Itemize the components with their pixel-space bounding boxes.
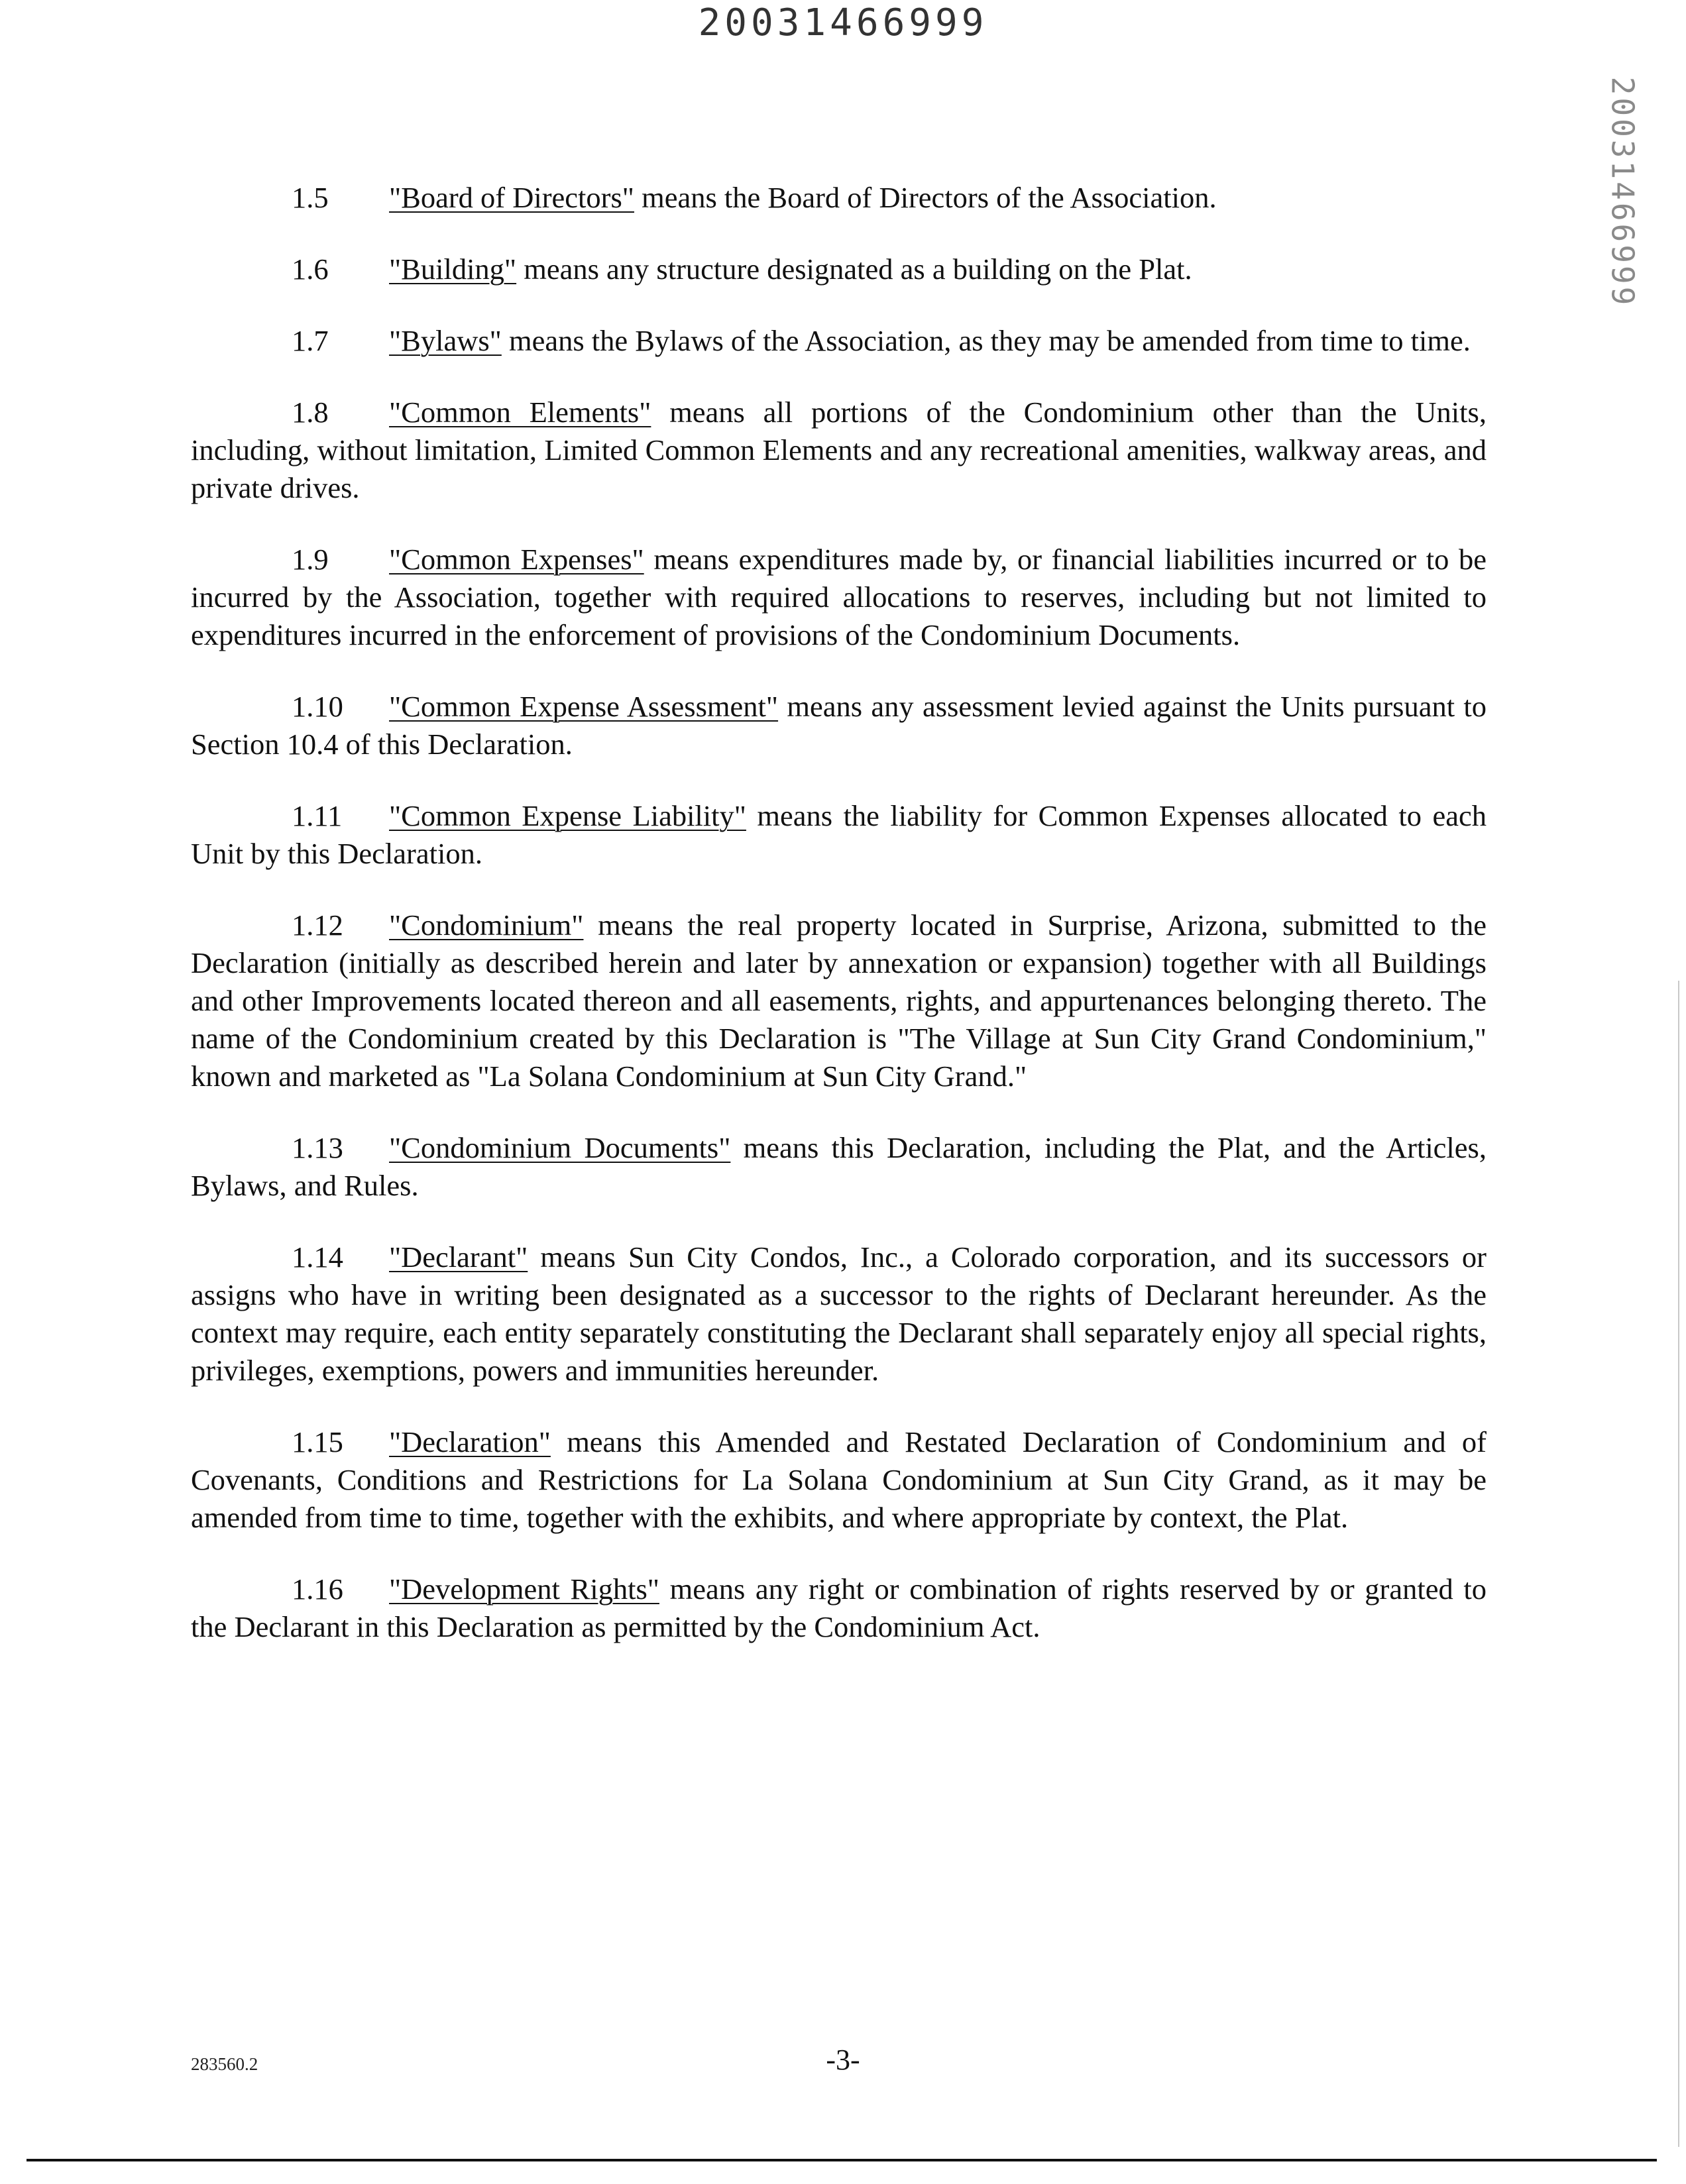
definition-paragraph (191, 906, 1487, 1095)
defined-term: "Condominium Documents" (389, 1131, 731, 1164)
recording-number: 20031466999 (698, 1, 988, 44)
scan-edge-line (1678, 981, 1679, 2147)
section-number: 1.16 (292, 1572, 343, 1606)
section-number: 1.15 (292, 1425, 343, 1458)
defined-term: "Condominium" (389, 908, 584, 942)
definition-paragraph (191, 1423, 1487, 1537)
definition-paragraph (191, 322, 1487, 360)
section-number: 1.8 (292, 396, 329, 429)
definition-paragraph (191, 179, 1487, 217)
bottom-border-line (27, 2159, 1657, 2161)
definition-paragraph (191, 250, 1487, 288)
definition-text: means Sun City Condos, Inc., a Colorado corporation, and its successors or assigns who have in writing been designated as a successor to the rights of Declarant hereunder. As the context may require, each entity separately constituting the Declarant shall separately enjoy all special rights, privileges, exemptions, powers and immunities hereunder. (191, 1240, 1487, 1387)
section-number: 1.14 (292, 1240, 343, 1274)
defined-term: "Common Expenses" (389, 543, 644, 576)
definition-text: means this Declaration, including the Plat, and the Articles, Bylaws, and Rules. (191, 1131, 1487, 1202)
side-stamp-text: 20031466999 (1604, 76, 1641, 308)
definition-text: means the liability for Common Expenses allocated to each Unit by this Declaration. (191, 799, 1487, 870)
definition-paragraph (191, 1570, 1487, 1646)
definition-paragraph (191, 688, 1487, 763)
definition-paragraph (191, 1238, 1487, 1390)
definition-text: means the Bylaws of the Association, as they may be amended from time to time. (501, 324, 1471, 357)
document-id: 283560.2 (191, 2054, 258, 2074)
defined-term: "Declarant" (389, 1240, 528, 1274)
definitions-body (191, 179, 1487, 1680)
defined-term: "Board of Directors" (389, 181, 634, 214)
section-number: 1.9 (292, 543, 329, 576)
defined-term: "Building" (389, 252, 517, 286)
section-number: 1.12 (292, 908, 343, 942)
defined-term: "Declaration" (389, 1425, 551, 1458)
defined-term: "Development Rights" (389, 1572, 659, 1606)
definition-paragraph (191, 797, 1487, 873)
definition-paragraph (191, 541, 1487, 654)
page-number: -3- (826, 2044, 860, 2076)
defined-term: "Common Elements" (389, 396, 651, 429)
definition-text: means all portions of the Condominium other than the Units, including, without limitation, Limited Common Elements and any recreational amenities, walkway areas, and private drives. (191, 396, 1487, 504)
section-number: 1.10 (292, 690, 343, 723)
definition-text: means the real property located in Surprise, Arizona, submitted to the Declaration (initially as described herein and later by annexation or expansion) together with all Buildings and other Improvements located thereon and all easements, rights, and appurtenances belonging thereto. The name of the Condominium created by this Declaration is "The Village at Sun City Grand Condominium," known and marketed as "La Solana Condominium at Sun City Grand." (191, 908, 1487, 1093)
section-number: 1.5 (292, 181, 329, 214)
section-number: 1.13 (292, 1131, 343, 1164)
defined-term: "Common Expense Assessment" (389, 690, 779, 723)
definition-paragraph (191, 394, 1487, 507)
defined-term: "Common Expense Liability" (389, 799, 746, 832)
definition-paragraph (191, 1129, 1487, 1205)
definition-text: means any right or combination of rights reserved by or granted to the Declarant in this Declaration as permitted by the Condominium Act. (191, 1572, 1487, 1643)
definition-text: means any assessment levied against the Units pursuant to Section 10.4 of this Declaration. (191, 690, 1487, 761)
section-number: 1.11 (292, 799, 343, 832)
definition-text: means any structure designated as a building on the Plat. (516, 252, 1192, 286)
section-number: 1.7 (292, 324, 329, 357)
section-number: 1.6 (292, 252, 329, 286)
definition-text: means expenditures made by, or financial liabilities incurred or to be incurred by the Association, together with required allocations to reserves, including but not limited to expenditures incurred in the enforcement of provisions of the Condominium Documents. (191, 543, 1487, 651)
defined-term: "Bylaws" (389, 324, 502, 357)
side-recording-stamp (1583, 76, 1662, 308)
definition-text: means this Amended and Restated Declaration of Condominium and of Covenants, Conditions and Restrictions for La Solana Condominium at Sun City Grand, as it may be amended from time to time, together with the exhibits, and where appropriate by context, the Plat. (191, 1425, 1487, 1534)
definition-text: means the Board of Directors of the Association. (634, 181, 1217, 214)
